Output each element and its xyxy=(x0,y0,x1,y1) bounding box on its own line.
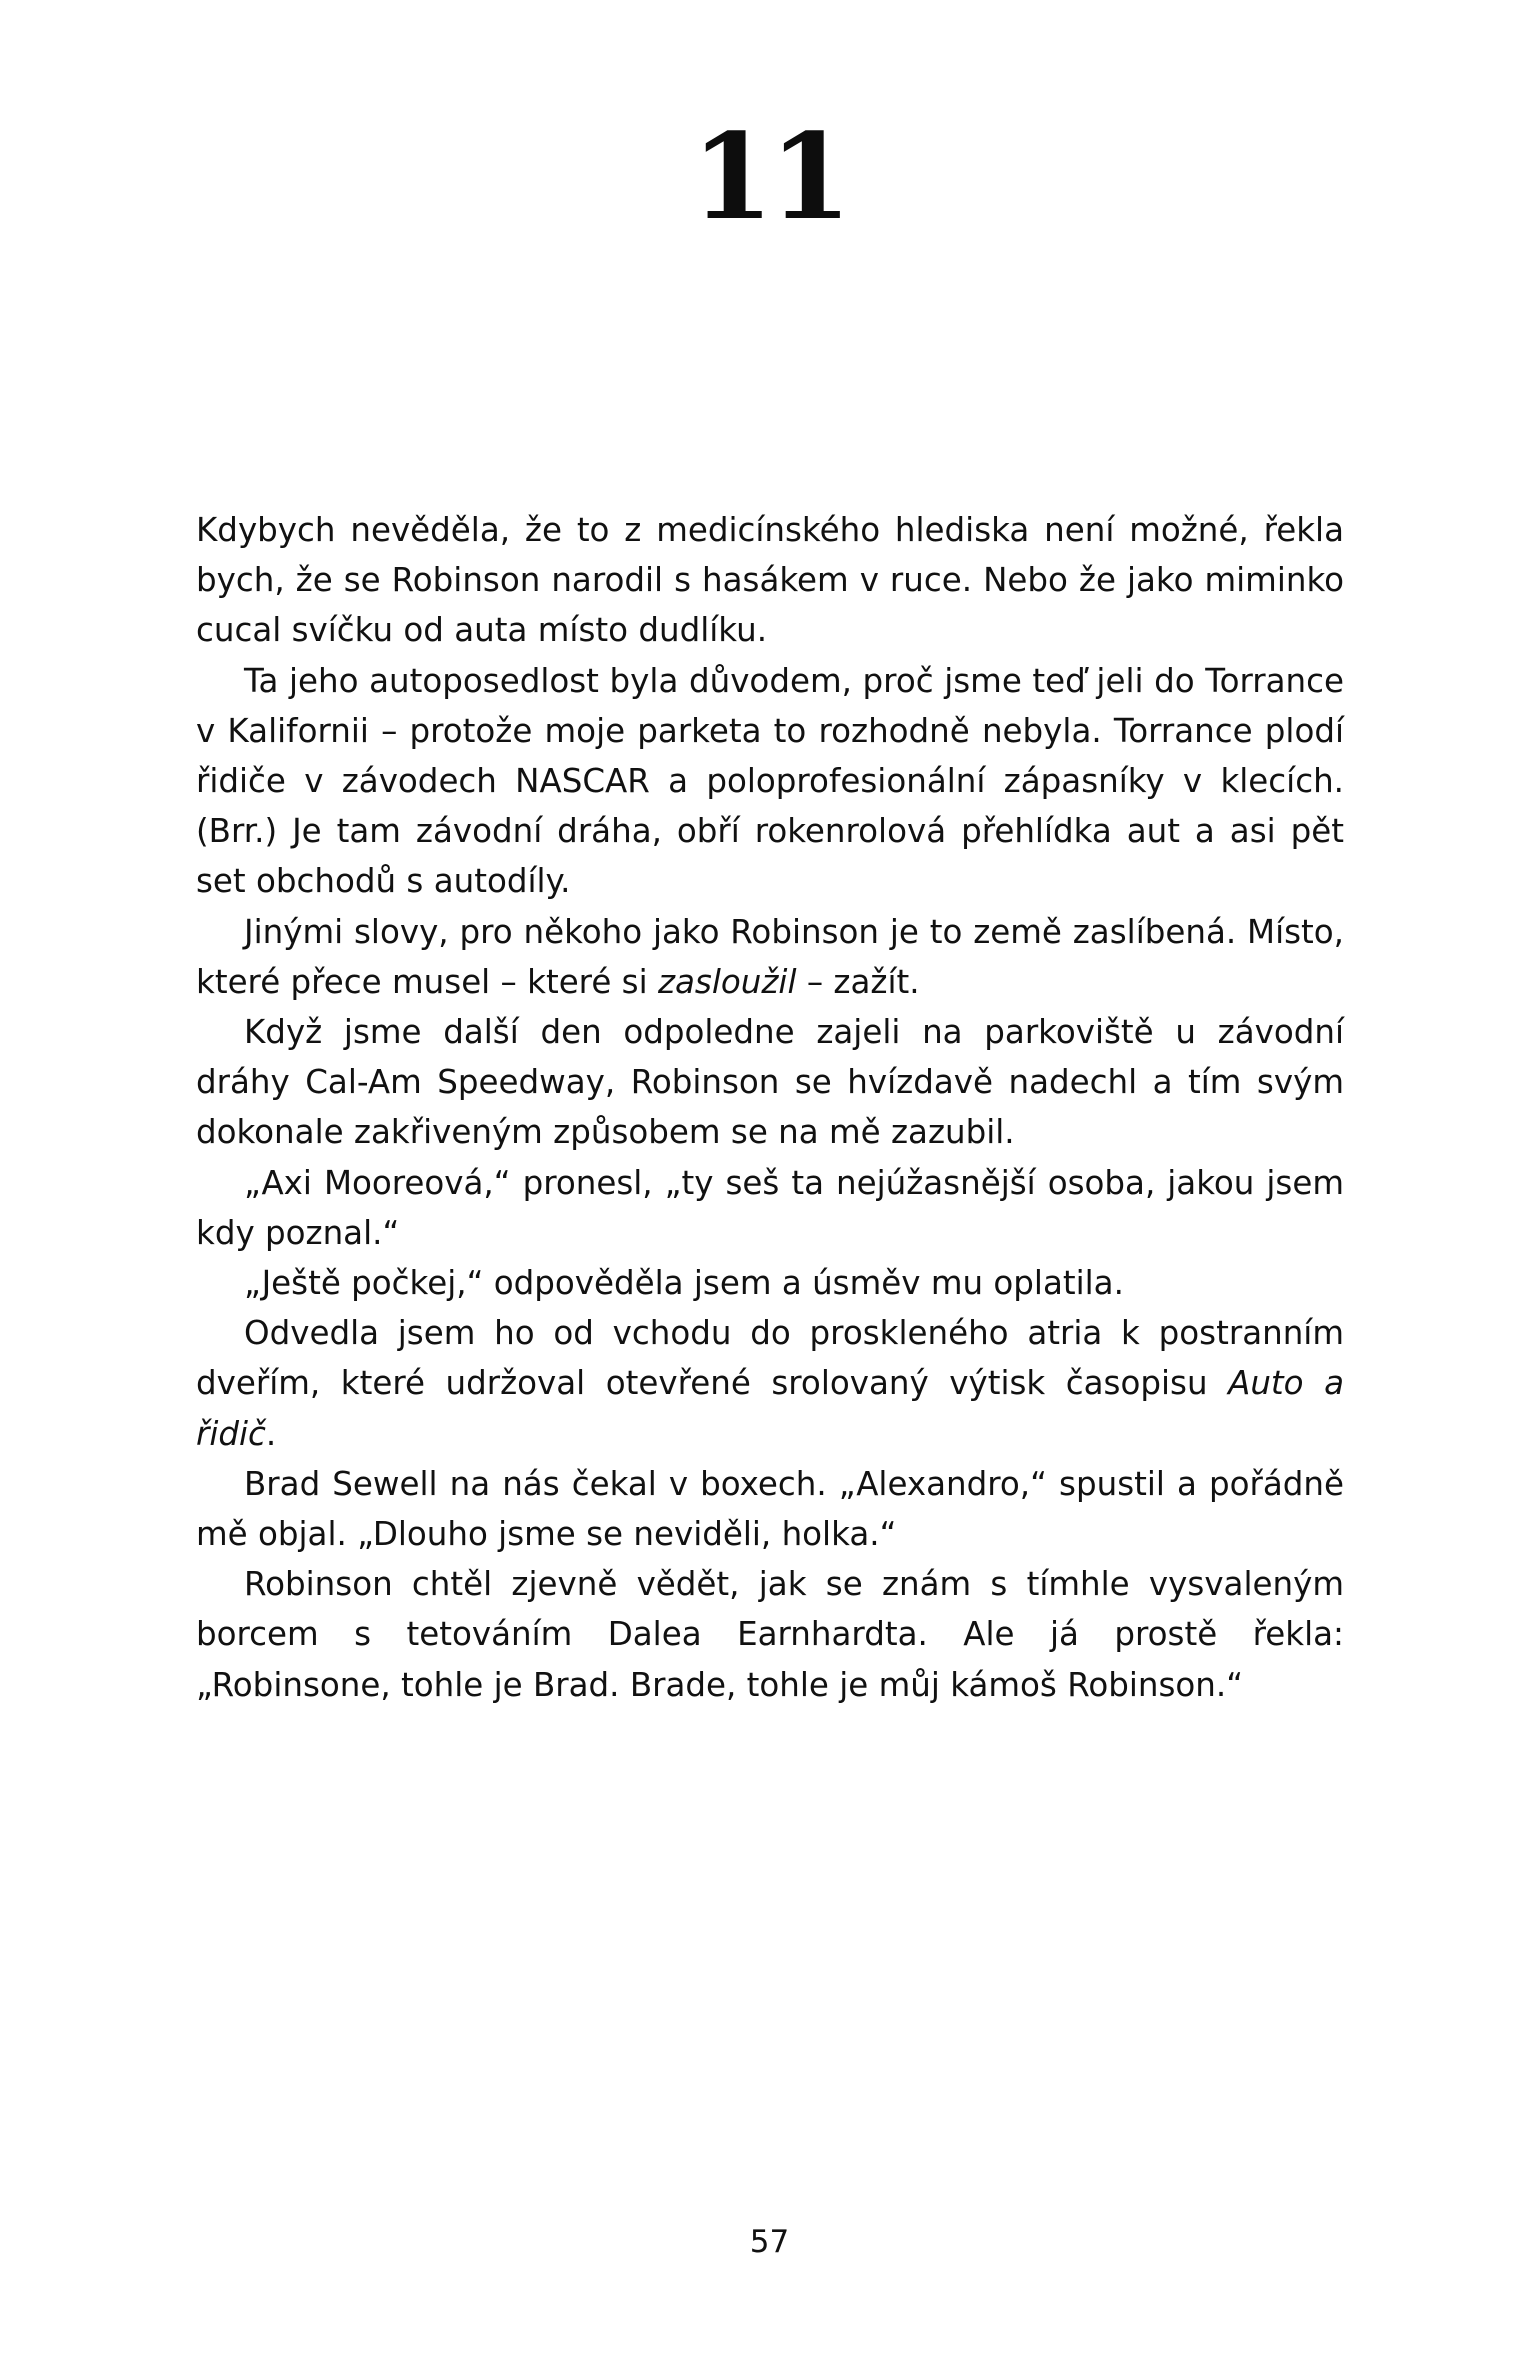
paragraph-4-text: Když jsme další den odpoledne zajeli na parkoviště u závodní dráhy Cal-Am Speedway, Robinson se hvízdavě nadechl a tím svým dokonale zakřiveným způsobem se na mě zazubil. xyxy=(196,1013,1344,1152)
paragraph-7-text-b: . xyxy=(265,1414,277,1453)
paragraph-6-text: „Ještě počkej,“ odpověděla jsem a úsměv mu oplatila. xyxy=(244,1264,1124,1303)
paragraph-7 xyxy=(196,1308,1344,1459)
paragraph-2-text: Ta jeho autoposedlost byla důvodem, proč jsme teď jeli do Torrance v Kalifornii – protože moje parketa to rozhodně nebyla. Torrance plodí řidiče v závodech NASCAR a poloprofesionální zápasníky v klecích. (Brr.) Je tam závodní dráha, obří rokenrolová přehlídka aut a asi pět set obchodů s autodíly. xyxy=(196,661,1344,901)
paragraph-3-emphasis: zasloužil xyxy=(657,962,797,1001)
body-text xyxy=(196,505,1344,1710)
paragraph-9-text: Robinson chtěl zjevně vědět, jak se znám s tímhle vysvaleným borcem s tetováním Dalea Earnhardta. Ale já prostě řekla: „Robinsone, tohle je Brad. Brade, tohle je můj kámoš Robinson.“ xyxy=(196,1565,1344,1704)
chapter-number: 11 xyxy=(691,107,848,246)
paragraph-1-text: Kdybych nevěděla, že to z medicínského hlediska není možné, řekla bych, že se Robinson narodil s hasákem v ruce. Nebo že jako miminko cucal svíčku od auta místo dudlíku. xyxy=(196,511,1344,650)
paragraph-3-text-b: – zažít. xyxy=(796,962,920,1001)
paragraph-5-text: „Axi Mooreová,“ pronesl, „ty seš ta nejúžasnější osoba, jakou jsem kdy poznal.“ xyxy=(196,1163,1344,1252)
paragraph-7-emphasis: Auto a řidič xyxy=(196,1364,1344,1453)
paragraph-1 xyxy=(196,505,1344,656)
paragraph-5 xyxy=(196,1158,1344,1258)
paragraph-8-text: Brad Sewell na nás čekal v boxech. „Alexandro,“ spustil a pořádně mě objal. „Dlouho jsme se neviděli, holka.“ xyxy=(196,1464,1344,1554)
paragraph-9 xyxy=(196,1559,1344,1710)
paragraph-4 xyxy=(196,1007,1344,1158)
page-number: 57 xyxy=(749,2224,790,2260)
paragraph-7-text-a: Odvedla jsem ho od vchodu do proskleného atria k postranním dveřím, které udržoval otevřené srolovaný výtisk časopisu xyxy=(196,1314,1344,1403)
paragraph-6 xyxy=(196,1258,1344,1308)
paragraph-8 xyxy=(196,1459,1344,1559)
paragraph-2 xyxy=(196,656,1344,907)
paragraph-3 xyxy=(196,907,1344,1007)
paragraph-3-text-a: Jinými slovy, pro někoho jako Robinson je to země zaslíbená. Místo, které přece musel – které si xyxy=(196,912,1344,1001)
